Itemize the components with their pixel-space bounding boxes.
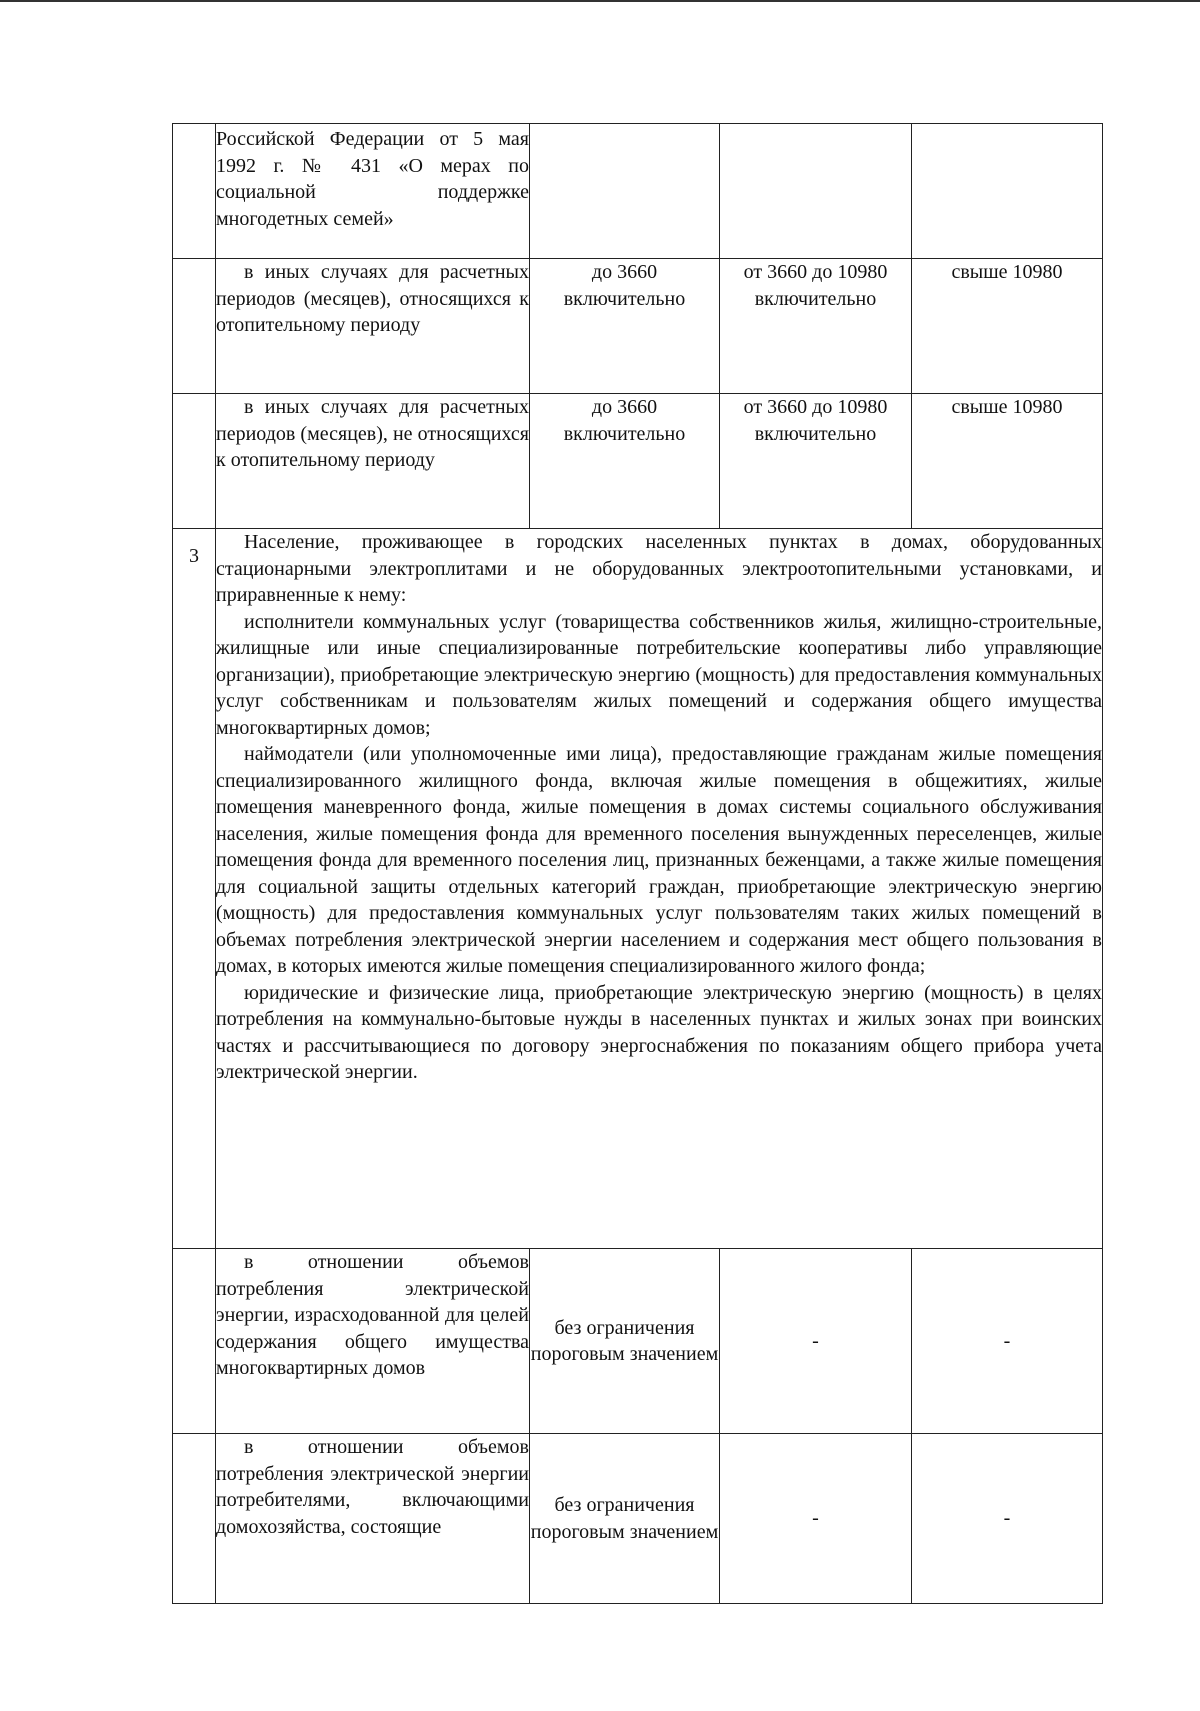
row-description xyxy=(216,1249,530,1434)
threshold-cell-3: свыше 10980 xyxy=(912,259,1103,394)
table-row-section xyxy=(173,529,1103,1249)
table-row xyxy=(173,124,1103,259)
row-description-text: в иных случаях для расчетных периодов (месяцев), относящихся к отопительному периоду xyxy=(216,261,529,336)
threshold-cell-3: - xyxy=(912,1249,1103,1434)
row-description-text: в отношении объемов потребления электрической энергии, израсходованной для целей содержания общего имущества многоквартирных домов xyxy=(216,1251,529,1379)
row-number-cell xyxy=(173,394,216,529)
row-description xyxy=(216,394,530,529)
table-row xyxy=(173,259,1103,394)
threshold-cell-2: - xyxy=(720,1434,912,1604)
table-row xyxy=(173,1434,1103,1604)
row-number-cell xyxy=(173,124,216,259)
section-paragraph: исполнители коммунальных услуг (товарищества собственников жилья, жилищно-строительные, жилищные или иные специализированные потребительские кооперативы либо управляющие организации), приобретающие электрическую энергию (мощность) для предоставления коммунальных услуг собственникам и пользователям жилых помещений и содержания общего имущества многоквартирных домов; xyxy=(216,610,1102,739)
section-description xyxy=(216,529,1103,1249)
threshold-cell-1: без ограничения пороговым значением xyxy=(530,1249,720,1434)
threshold-cell-1: до 3660 включительно xyxy=(530,394,720,529)
row-number: 3 xyxy=(173,529,216,1249)
section-paragraph: юридические и физические лица, приобретающие электрическую энергию (мощность) в целях потребления на коммунально-бытовые нужды в населенных пунктах и жилых зонах при воинских частях и рассчитывающиеся по договору энергоснабжения по показаниям общего прибора учета электрической энергии. xyxy=(216,981,1102,1083)
row-number-cell xyxy=(173,1434,216,1604)
threshold-cell-2 xyxy=(720,124,912,259)
row-description xyxy=(216,1434,530,1604)
threshold-cell-1: без ограничения пороговым значением xyxy=(530,1434,720,1604)
threshold-cell-3: свыше 10980 xyxy=(912,394,1103,529)
row-number-cell xyxy=(173,1249,216,1434)
row-description-text: в иных случаях для расчетных периодов (месяцев), не относящихся к отопительному периоду xyxy=(216,396,529,471)
section-paragraph: наймодатели (или уполномоченные ими лица), предоставляющие гражданам жилые помещения специализированного жилищного фонда, включая жилые помещения в общежитиях, жилые помещения маневренного фонда, жилые помещения в домах системы социального обслуживания населения, жилые помещения фонда для временного поселения вынужденных переселенцев, жилые помещения фонда для временного поселения лиц, признанных беженцами, а также жилые помещения для социальной защиты отдельных категорий граждан, приобретающие электрическую энергию (мощность) для предоставления коммунальных услуг пользователям таких жилых помещений в объемах потребления электрической энергии населением и содержания мест общего пользования в домах, в которых имеются жилые помещения специализированного жилого фонда; xyxy=(216,743,1102,977)
row-number-cell xyxy=(173,259,216,394)
table-row xyxy=(173,1249,1103,1434)
table-row xyxy=(173,394,1103,529)
page-top-border xyxy=(0,0,1200,2)
threshold-cell-2: от 3660 до 10980 включительно xyxy=(720,259,912,394)
threshold-cell-3 xyxy=(912,124,1103,259)
threshold-cell-2: - xyxy=(720,1249,912,1434)
row-description xyxy=(216,259,530,394)
section-paragraph: Население, проживающее в городских населенных пунктах в домах, оборудованных стационарными электроплитами и не оборудованных электроотопительными установками, и приравненные к нему: xyxy=(216,531,1102,606)
tariff-table xyxy=(172,123,1103,1604)
row-description-text: в отношении объемов потребления электрической энергии потребителями, включающими домохозяйства, состоящие xyxy=(216,1436,529,1538)
row-description: Российской Федерации от 5 мая 1992 г. № 431 «О мерах по социальной поддержке многодетных семей» xyxy=(216,124,530,259)
threshold-cell-2: от 3660 до 10980 включительно xyxy=(720,394,912,529)
threshold-cell-1 xyxy=(530,124,720,259)
threshold-cell-1: до 3660 включительно xyxy=(530,259,720,394)
threshold-cell-3: - xyxy=(912,1434,1103,1604)
